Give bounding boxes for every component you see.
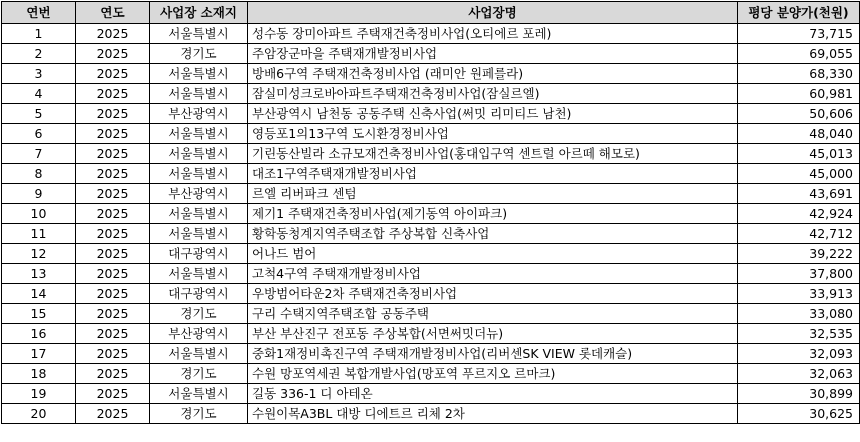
- cell-serial-number: 17: [2, 344, 76, 364]
- cell-year: 2025: [76, 164, 150, 184]
- table-row: [2, 84, 860, 104]
- cell-project-name: 길동 336-1 디 아테온: [248, 384, 738, 404]
- cell-price-per-pyeong: 60,981: [738, 84, 860, 104]
- cell-region: 부산광역시: [150, 324, 248, 344]
- cell-region: 대구광역시: [150, 284, 248, 304]
- table-row: [2, 104, 860, 124]
- table-row: [2, 344, 860, 364]
- cell-region: 경기도: [150, 44, 248, 64]
- table-row: [2, 44, 860, 64]
- table-row: [2, 124, 860, 144]
- table-row: [2, 224, 860, 244]
- cell-project-name: 부산광역시 남천동 공동주택 신축사업(써밋 리미티드 남천): [248, 104, 738, 124]
- header-region: 사업장 소재지: [150, 2, 248, 24]
- cell-year: 2025: [76, 184, 150, 204]
- cell-serial-number: 15: [2, 304, 76, 324]
- cell-region: 서울특별시: [150, 344, 248, 364]
- table-row: [2, 24, 860, 44]
- cell-price-per-pyeong: 69,055: [738, 44, 860, 64]
- cell-project-name: 구리 수택지역주택조합 공동주택: [248, 304, 738, 324]
- header-price-per-pyeong: 평당 분양가(천원): [738, 2, 860, 24]
- table-row: [2, 404, 860, 424]
- table-row: [2, 144, 860, 164]
- cell-region: 경기도: [150, 404, 248, 424]
- cell-price-per-pyeong: 68,330: [738, 64, 860, 84]
- table-row: [2, 324, 860, 344]
- cell-region: 대구광역시: [150, 244, 248, 264]
- cell-year: 2025: [76, 64, 150, 84]
- cell-year: 2025: [76, 344, 150, 364]
- cell-project-name: 중화1재정비촉진구역 주택재개발정비사업(리버센SK VIEW 롯데캐슬): [248, 344, 738, 364]
- cell-serial-number: 2: [2, 44, 76, 64]
- cell-region: 서울특별시: [150, 164, 248, 184]
- cell-region: 서울특별시: [150, 24, 248, 44]
- cell-year: 2025: [76, 44, 150, 64]
- cell-year: 2025: [76, 124, 150, 144]
- cell-year: 2025: [76, 104, 150, 124]
- cell-region: 경기도: [150, 364, 248, 384]
- table-row: [2, 204, 860, 224]
- cell-project-name: 황학동청계지역주택조합 주상복합 신축사업: [248, 224, 738, 244]
- cell-project-name: 주암장군마을 주택재개발정비사업: [248, 44, 738, 64]
- cell-serial-number: 3: [2, 64, 76, 84]
- table-row: [2, 164, 860, 184]
- table-row: [2, 284, 860, 304]
- cell-serial-number: 12: [2, 244, 76, 264]
- cell-price-per-pyeong: 32,535: [738, 324, 860, 344]
- cell-serial-number: 20: [2, 404, 76, 424]
- cell-price-per-pyeong: 45,000: [738, 164, 860, 184]
- cell-region: 서울특별시: [150, 384, 248, 404]
- table-row: [2, 364, 860, 384]
- cell-year: 2025: [76, 264, 150, 284]
- cell-price-per-pyeong: 43,691: [738, 184, 860, 204]
- cell-region: 서울특별시: [150, 264, 248, 284]
- cell-price-per-pyeong: 42,924: [738, 204, 860, 224]
- cell-project-name: 영등포1의13구역 도시환경정비사업: [248, 124, 738, 144]
- cell-serial-number: 7: [2, 144, 76, 164]
- header-project-name: 사업장명: [248, 2, 738, 24]
- cell-serial-number: 10: [2, 204, 76, 224]
- cell-year: 2025: [76, 204, 150, 224]
- table-row: [2, 64, 860, 84]
- header-serial-number: 연번: [2, 2, 76, 24]
- cell-price-per-pyeong: 30,625: [738, 404, 860, 424]
- cell-year: 2025: [76, 24, 150, 44]
- cell-project-name: 방배6구역 주택재건축정비사업 (래미안 원페를라): [248, 64, 738, 84]
- cell-price-per-pyeong: 39,222: [738, 244, 860, 264]
- cell-region: 부산광역시: [150, 104, 248, 124]
- cell-project-name: 수원이목A3BL 대방 디에트르 리체 2차: [248, 404, 738, 424]
- cell-price-per-pyeong: 50,606: [738, 104, 860, 124]
- cell-serial-number: 11: [2, 224, 76, 244]
- cell-serial-number: 4: [2, 84, 76, 104]
- table-row: [2, 244, 860, 264]
- cell-price-per-pyeong: 30,899: [738, 384, 860, 404]
- cell-serial-number: 13: [2, 264, 76, 284]
- header-row: [2, 2, 860, 24]
- cell-year: 2025: [76, 84, 150, 104]
- cell-project-name: 제기1 주택재건축정비사업(제기동역 아이파크): [248, 204, 738, 224]
- cell-year: 2025: [76, 144, 150, 164]
- cell-year: 2025: [76, 244, 150, 264]
- cell-project-name: 어나드 범어: [248, 244, 738, 264]
- table-header: [2, 2, 860, 24]
- cell-project-name: 대조1구역주택재개발정비사업: [248, 164, 738, 184]
- presale-price-table: [1, 1, 860, 424]
- cell-price-per-pyeong: 33,080: [738, 304, 860, 324]
- cell-price-per-pyeong: 33,913: [738, 284, 860, 304]
- cell-serial-number: 16: [2, 324, 76, 344]
- cell-price-per-pyeong: 37,800: [738, 264, 860, 284]
- table-row: [2, 384, 860, 404]
- cell-price-per-pyeong: 32,093: [738, 344, 860, 364]
- cell-year: 2025: [76, 364, 150, 384]
- cell-price-per-pyeong: 48,040: [738, 124, 860, 144]
- cell-project-name: 부산 부산진구 전포동 주상복합(서면써밋더뉴): [248, 324, 738, 344]
- cell-year: 2025: [76, 284, 150, 304]
- table-row: [2, 304, 860, 324]
- cell-project-name: 우방범어타운2차 주택재건축정비사업: [248, 284, 738, 304]
- cell-region: 서울특별시: [150, 64, 248, 84]
- cell-price-per-pyeong: 45,013: [738, 144, 860, 164]
- cell-serial-number: 5: [2, 104, 76, 124]
- cell-price-per-pyeong: 42,712: [738, 224, 860, 244]
- table-row: [2, 184, 860, 204]
- table-row: [2, 264, 860, 284]
- cell-year: 2025: [76, 404, 150, 424]
- cell-region: 서울특별시: [150, 124, 248, 144]
- cell-year: 2025: [76, 224, 150, 244]
- cell-year: 2025: [76, 304, 150, 324]
- cell-serial-number: 1: [2, 24, 76, 44]
- cell-serial-number: 19: [2, 384, 76, 404]
- cell-region: 서울특별시: [150, 144, 248, 164]
- cell-region: 경기도: [150, 304, 248, 324]
- cell-price-per-pyeong: 73,715: [738, 24, 860, 44]
- cell-project-name: 고척4구역 주택재개발정비사업: [248, 264, 738, 284]
- cell-serial-number: 8: [2, 164, 76, 184]
- cell-region: 부산광역시: [150, 184, 248, 204]
- cell-serial-number: 18: [2, 364, 76, 384]
- cell-price-per-pyeong: 32,063: [738, 364, 860, 384]
- cell-project-name: 성수동 장미아파트 주택재건축정비사업(오티에르 포레): [248, 24, 738, 44]
- cell-project-name: 수원 망포역세권 복합개발사업(망포역 푸르지오 르마크): [248, 364, 738, 384]
- cell-region: 서울특별시: [150, 204, 248, 224]
- cell-serial-number: 9: [2, 184, 76, 204]
- cell-region: 서울특별시: [150, 224, 248, 244]
- cell-region: 서울특별시: [150, 84, 248, 104]
- table-body: [2, 24, 860, 424]
- cell-year: 2025: [76, 324, 150, 344]
- cell-year: 2025: [76, 384, 150, 404]
- cell-project-name: 르엘 리버파크 센텀: [248, 184, 738, 204]
- cell-serial-number: 6: [2, 124, 76, 144]
- cell-serial-number: 14: [2, 284, 76, 304]
- cell-project-name: 기린동산빌라 소규모재건축정비사업(홍대입구역 센트럴 아르떼 해모로): [248, 144, 738, 164]
- cell-project-name: 잠실미성크로바아파트주택재건축정비사업(잠실르엘): [248, 84, 738, 104]
- header-year: 연도: [76, 2, 150, 24]
